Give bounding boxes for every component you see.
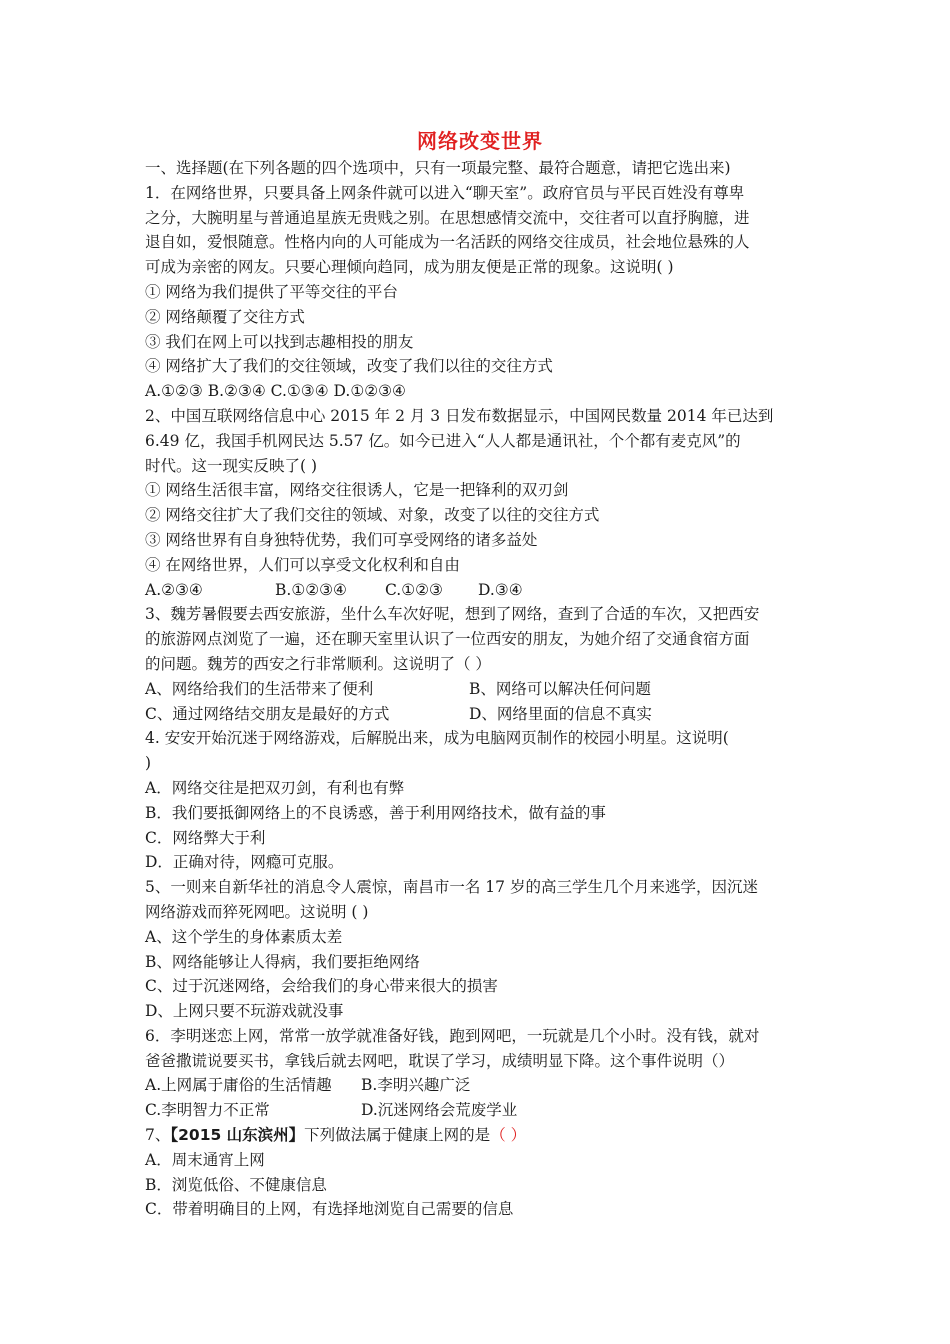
answer-options xyxy=(145,578,815,603)
option-b: B．浏览低俗、不健康信息 xyxy=(145,1175,327,1194)
question-text-line: 3、魏芳暑假要去西安旅游，坐什么车次好呢，想到了网络，查到了合适的车次，又把西安 xyxy=(145,605,760,624)
statement-2: ② 网络交往扩大了我们交往的领域、对象，改变了以往的交往方式 xyxy=(145,506,600,525)
page-title: 网络改变世界 xyxy=(417,129,543,153)
statement-4: ④ 在网络世界，人们可以享受文化权利和自由 xyxy=(145,555,460,574)
question-text-line: 网络游戏而猝死网吧。这说明 ( ) xyxy=(145,902,369,921)
statement-3: ③ 我们在网上可以找到志趣相投的朋友 xyxy=(145,332,414,351)
statement-1: ① 网络生活很丰富，网络交往很诱人，它是一把锋利的双刃剑 xyxy=(145,481,569,500)
option-b: B、网络可以解决任何问题 xyxy=(469,679,651,698)
question-number: 7、 xyxy=(145,1126,171,1145)
question-text-line: 6．李明迷恋上网，常常一放学就准备好钱，跑到网吧，一玩就是几个小时。没有钱，就对 xyxy=(145,1026,760,1045)
option-a: A.②③④ xyxy=(145,580,203,599)
answer-options xyxy=(145,1098,815,1123)
section-heading: 一、选择题(在下列各题的四个选项中，只有一项最完整、最符合题意，请把它选出来) xyxy=(145,159,731,177)
question-1 xyxy=(145,181,815,404)
question-text-line: 可成为亲密的网友。只要心理倾向趋同，成为朋友便是正常的现象。这说明( ) xyxy=(145,258,674,277)
option-c: C．带着明确目的上网，有选择地浏览自己需要的信息 xyxy=(145,1200,514,1219)
option-c: C、通过网络结交朋友是最好的方式 xyxy=(145,704,390,723)
answer-options xyxy=(145,702,815,727)
option-b: B.李明兴趣广泛 xyxy=(361,1076,471,1095)
option-c: C.李明智力不正常 xyxy=(145,1101,270,1120)
question-2 xyxy=(145,404,815,602)
question-text-line: 5、一则来自新华社的消息令人震惊，南昌市一名 17 岁的高三学生几个月来逃学，因沉迷 xyxy=(145,878,758,897)
option-d: D、网络里面的信息不真实 xyxy=(469,704,652,723)
answer-blank: （ ） xyxy=(490,1126,527,1145)
option-a: A．周末通宵上网 xyxy=(145,1150,265,1169)
option-d: D.③④ xyxy=(478,580,523,599)
option-c: C.①②③ xyxy=(385,580,443,599)
answer-options xyxy=(145,677,815,702)
question-stem: 下列做法属于健康上网的是 xyxy=(304,1126,491,1145)
option-a: A、网络给我们的生活带来了便利 xyxy=(145,679,374,698)
option-c: C．网络弊大于利 xyxy=(145,828,266,847)
answer-options xyxy=(145,1073,815,1098)
question-4 xyxy=(145,726,815,875)
question-text-line: ) xyxy=(145,754,152,773)
statement-1: ① 网络为我们提供了平等交往的平台 xyxy=(145,282,398,301)
exam-page xyxy=(145,126,815,1222)
option-b: B、网络能够让人得病，我们要拒绝网络 xyxy=(145,952,420,971)
option-b: B．我们要抵御网络上的不良诱惑，善于利用网络技术，做有益的事 xyxy=(145,803,606,822)
option-d: D．正确对待，网瘾可克服。 xyxy=(145,853,344,872)
statement-2: ② 网络颠覆了交往方式 xyxy=(145,307,305,326)
option-a: A、这个学生的身体素质太差 xyxy=(145,927,343,946)
question-text-line: 2、中国互联网络信息中心 2015 年 2 月 3 日发布数据显示，中国网民数量 2014 年已达到 xyxy=(145,406,774,425)
question-text-line: 4. 安安开始沉迷于网络游戏，后解脱出来，成为电脑网页制作的校园小明星。这说明( xyxy=(145,729,729,748)
option-a: A.上网属于庸俗的生活情趣 xyxy=(145,1076,332,1095)
option-b: B.①②③④ xyxy=(275,580,347,599)
answer-options: A.①②③ B.②③④ C.①③④ D.①②③④ xyxy=(145,382,406,401)
question-7 xyxy=(145,1123,815,1222)
question-text-line: 退自如，爱恨随意。性格内向的人可能成为一名活跃的网络交往成员，社会地位悬殊的人 xyxy=(145,233,750,252)
option-d: D、上网只要不玩游戏就没事 xyxy=(145,1002,344,1021)
question-source: 【2015 山东滨州】 xyxy=(170,1126,305,1145)
option-c: C、过于沉迷网络，会给我们的身心带来很大的损害 xyxy=(145,977,498,996)
question-3 xyxy=(145,602,815,726)
option-a: A．网络交往是把双刃剑，有利也有弊 xyxy=(145,778,405,797)
option-d: D.沉迷网络会荒废学业 xyxy=(361,1101,518,1120)
question-5 xyxy=(145,875,815,1024)
statement-4: ④ 网络扩大了我们的交往领域，改变了我们以往的交往方式 xyxy=(145,357,553,376)
question-text-line: 之分，大腕明星与普通追星族无贵贱之别。在思想感情交流中，交往者可以直抒胸臆，进 xyxy=(145,208,750,227)
question-text-line: 的旅游网点浏览了一遍，还在聊天室里认识了一位西安的朋友，为她介绍了交通食宿方面 xyxy=(145,630,750,649)
question-text-line: 1．在网络世界，只要具备上网条件就可以进入“聊天室”。政府官员与平民百姓没有尊卑 xyxy=(145,183,745,202)
statement-3: ③ 网络世界有自身独特优势，我们可享受网络的诸多益处 xyxy=(145,530,538,549)
question-text-line: 爸爸撒谎说要买书，拿钱后就去网吧，耽误了学习，成绩明显下降。这个事件说明（） xyxy=(145,1051,735,1070)
question-text-line xyxy=(145,1123,815,1148)
question-text-line: 6.49 亿，我国手机网民达 5.57 亿。如今已进入“人人都是通讯社，个个都有麦克风”的 xyxy=(145,431,741,450)
question-text-line: 的问题。魏芳的西安之行非常顺利。这说明了（ ） xyxy=(145,654,491,673)
question-text-line: 时代。这一现实反映了( ) xyxy=(145,456,318,475)
question-6 xyxy=(145,1024,815,1123)
